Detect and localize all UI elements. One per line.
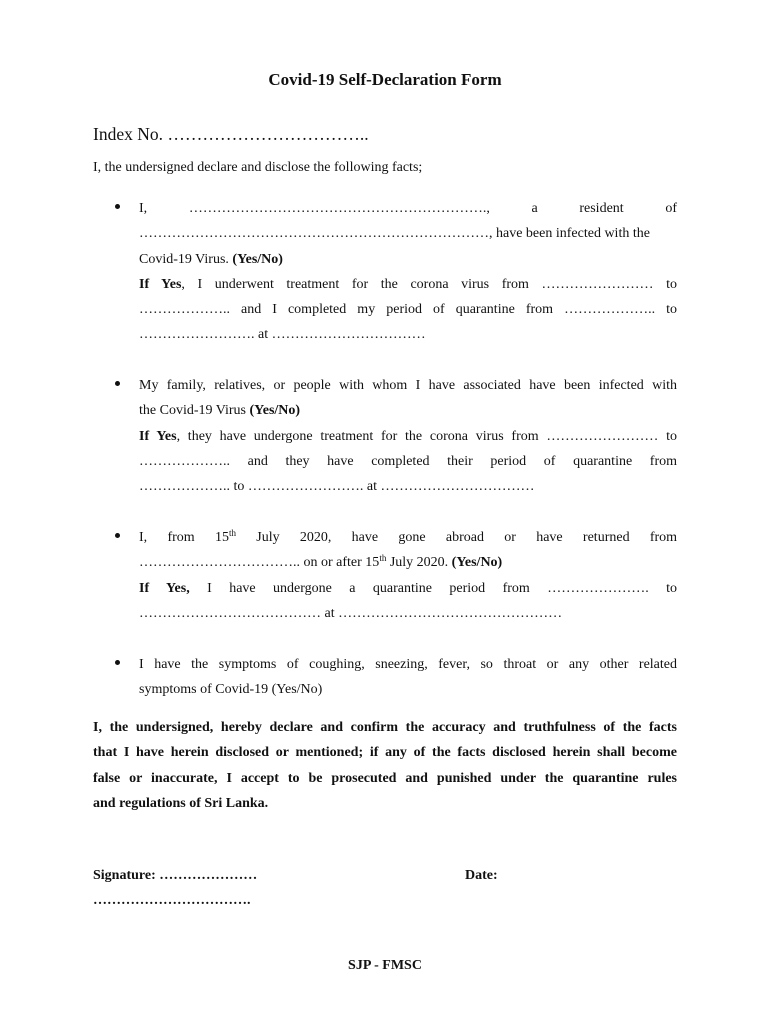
- q3-line-4: ………………………………… at …………………………………………: [139, 605, 563, 621]
- q2-line-2: the Covid-19 Virus (Yes/No): [139, 403, 301, 419]
- bullet-icon: [115, 381, 120, 386]
- bullet-icon: [115, 533, 120, 538]
- q1-line-2: …………………………………………………………………, have been infected with the: [139, 226, 650, 242]
- question-infected-self: [93, 196, 677, 348]
- footer-label: SJP - FMSC: [348, 958, 422, 973]
- q2-line-3: If Yes, they have undergone treatment for the corona virus from …………………… to: [139, 428, 678, 444]
- confirmation-line-3: false or inaccurate, I accept to be prosecuted and punished under the quarantine rules: [93, 770, 677, 786]
- form-title: Covid-19 Self-Declaration Form: [268, 70, 502, 89]
- q2-line-1: My family, relatives, or people with whom I have associated have been infected with: [139, 378, 677, 393]
- q3-line-1: I, from 15th July 2020, have gone abroad or have returned from: [139, 528, 678, 545]
- yes-no-option: (Yes/No): [249, 403, 301, 419]
- q1-line-5: ……………….. and I completed my period of quarantine from ……………….. to: [139, 302, 677, 318]
- q4-line-2: symptoms of Covid-19 (Yes/No): [139, 682, 323, 698]
- q4-line-1: I have the symptoms of coughing, sneezing, fever, so throat or any other related: [139, 657, 677, 672]
- confirmation-line-1: I, the undersigned, hereby declare and confirm the accuracy and truthfulness of the facts: [93, 720, 677, 735]
- confirmation-statement: [93, 715, 677, 816]
- bullet-icon: [115, 660, 120, 665]
- q3-line-3: If Yes, I have undergone a quarantine period from …………………. to: [139, 580, 678, 596]
- q2-line-4: ……………….. and they have completed their period of quarantine from: [139, 453, 677, 469]
- signature-field: Signature: …………………: [93, 868, 258, 883]
- confirmation-line-2: that I have herein disclosed or mentioned; if any of the facts disclosed herein shall become: [93, 745, 677, 761]
- question-travel-abroad: [93, 525, 677, 626]
- intro-statement: I, the undersigned declare and disclose the following facts;: [93, 160, 423, 175]
- q3-line-2: …………………………….. on or after 15th July 2020. (Yes/No): [139, 553, 503, 571]
- question-symptoms: [93, 652, 677, 703]
- yes-no-option: (Yes/No): [232, 251, 283, 267]
- q1-line-4: If Yes, I underwent treatment for the corona virus from …………………… to: [139, 276, 677, 292]
- yes-no-option: (Yes/No): [451, 555, 503, 571]
- q1-line-1: I, ………………………………………………………., a resident of: [139, 201, 678, 216]
- q1-line-6: ……………………. at ……………………………: [139, 327, 426, 343]
- signature-dots: …………………………….: [93, 893, 251, 908]
- date-field: Date:: [465, 868, 498, 883]
- question-infected-family: [93, 373, 677, 499]
- bullet-icon: [115, 204, 120, 209]
- index-number-line: Index No. ……………………………..: [93, 124, 369, 144]
- confirmation-line-4: and regulations of Sri Lanka.: [93, 795, 269, 811]
- q1-line-3: Covid-19 Virus. (Yes/No): [139, 251, 283, 267]
- q2-line-5: ……………….. to ……………………. at ……………………………: [139, 479, 535, 495]
